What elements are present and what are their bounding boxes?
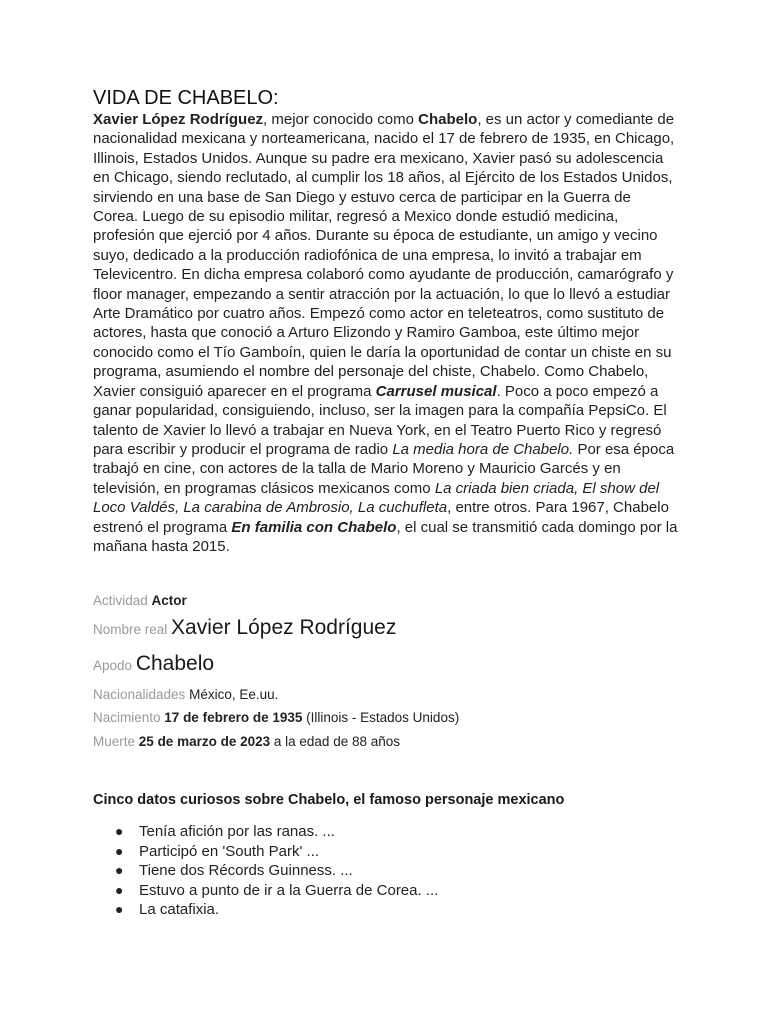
list-item — [115, 822, 438, 842]
bullet-icon: ● — [115, 862, 124, 879]
fact-label: Nacionalidades — [93, 687, 186, 702]
fact-label: Nacimiento — [93, 710, 161, 725]
paragraph-run: , entre otros. Para 1967, Chabelo estrenó el programa — [93, 499, 669, 536]
fact-detail: a la edad de 88 años — [273, 734, 400, 749]
fact-date: 25 de marzo de 2023 — [138, 734, 271, 749]
paragraph-run: Xavier López Rodríguez — [93, 111, 264, 128]
fact-label: Nombre real — [93, 622, 168, 637]
fact-value: Xavier López Rodríguez — [171, 616, 397, 639]
list-item-text: La catafixia. — [139, 901, 220, 919]
fact-actividad — [93, 593, 187, 608]
fact-nombre-real — [93, 616, 396, 640]
bullet-icon: ● — [115, 901, 124, 918]
paragraph-run: Por esa época trabajó en cine, con actores de la talla de Mario Moreno y Mauricio Garcés y en televisión, en programas clásicos mexicanos como — [93, 440, 675, 497]
curiosities-list — [115, 822, 438, 920]
fact-value: Actor — [151, 593, 187, 608]
paragraph-run: , el cual se transmitió cada domingo por la mañana hasta 2015. — [93, 518, 678, 555]
paragraph-run: Carrusel musical — [375, 382, 497, 400]
list-item — [115, 842, 438, 862]
fact-apodo — [93, 652, 214, 676]
list-item — [115, 881, 438, 901]
fact-nacionalidades — [93, 687, 278, 702]
fact-nacimiento — [93, 710, 459, 725]
page-title: VIDA DE CHABELO: — [93, 87, 279, 109]
list-item-text: Participó en 'South Park' ... — [139, 842, 319, 860]
paragraph-run: . Poco a poco empezó a ganar popularidad, consiguiendo, incluso, ser la imagen para la compañía PepsiCo. El talento de Xavier lo llevó a trabajar en Nueva York, en el Teatro Puerto Rico y regresó para escribir y producir el programa de radio — [93, 382, 667, 458]
paragraph-run: , mejor conocido como — [263, 111, 419, 128]
fact-label: Apodo — [93, 658, 133, 673]
paragraph-run: Chabelo — [418, 111, 478, 128]
list-item-text: Tenía afición por las ranas. ... — [139, 823, 335, 840]
paragraph-run: , es un actor y comediante de nacionalidad mexicana y norteamericana, nacido el 17 de febrero de 1935, en Chicago, Illinois, Estados Unidos. Aunque su padre era mexicano, Xavier pasó su adolescencia en Chicago, siendo reclutado, al cumplir los 18 años, al Ejército de los Estados Unidos, sirviendo en una base de San Diego y estuvo cerca de participar en la Guerra de Corea. Luego de su episodio militar, regresó a Mexico donde estudió medicina, profesión que ejerció por 4 años. Durante su época de estudiante, un amigo y vecino suyo, dedicado a la producción radiofónica de una empresa, lo invitó a trabajar em Televicentro. En dicha empresa colaboró como ayudante de producción, camarógrafo y floor manager, empezando a sentir atracción por la actuación, lo que lo llevó a estudiar Arte Dramático por cuatro años. Empezó como actor en teleteatros, como sustituto de actores, hasta que conoció a Arturo Elizondo y Ramiro Gamboa, este último mejor conocido como el Tío Gamboín, quien le daría la oportunidad de contar un chiste en su programa, asumiendo el nombre del personaje del chiste, Chabelo. Como Chabelo, Xavier consiguió aparecer en el programa — [93, 111, 675, 400]
fact-value: Chabelo — [135, 652, 215, 675]
fact-value: México, Ee.uu. — [189, 687, 279, 702]
list-item-text: Estuvo a punto de ir a la Guerra de Corea. ... — [139, 881, 439, 899]
fact-detail: (Illinois - Estados Unidos) — [306, 710, 460, 725]
fact-label: Muerte — [93, 734, 136, 749]
paragraph-run: La media hora de Chabelo. — [392, 440, 574, 458]
fact-muerte — [93, 734, 400, 749]
curiosities-heading: Cinco datos curiosos sobre Chabelo, el famoso personaje mexicano — [93, 792, 565, 808]
paragraph-run: La criada bien criada, El show del Loco Valdés, La carabina de Ambrosio, La cuchufleta — [93, 479, 660, 517]
bullet-icon: ● — [115, 842, 124, 859]
paragraph-run: En familia con Chabelo — [231, 518, 397, 536]
bullet-icon: ● — [115, 823, 124, 839]
list-item — [115, 861, 438, 881]
fact-date: 17 de febrero de 1935 — [164, 710, 303, 725]
biography-paragraph — [93, 110, 678, 556]
list-item-text: Tiene dos Récords Guinness. ... — [139, 862, 353, 880]
fact-label: Actividad — [93, 593, 148, 608]
bullet-icon: ● — [115, 881, 124, 898]
list-item — [115, 900, 438, 920]
